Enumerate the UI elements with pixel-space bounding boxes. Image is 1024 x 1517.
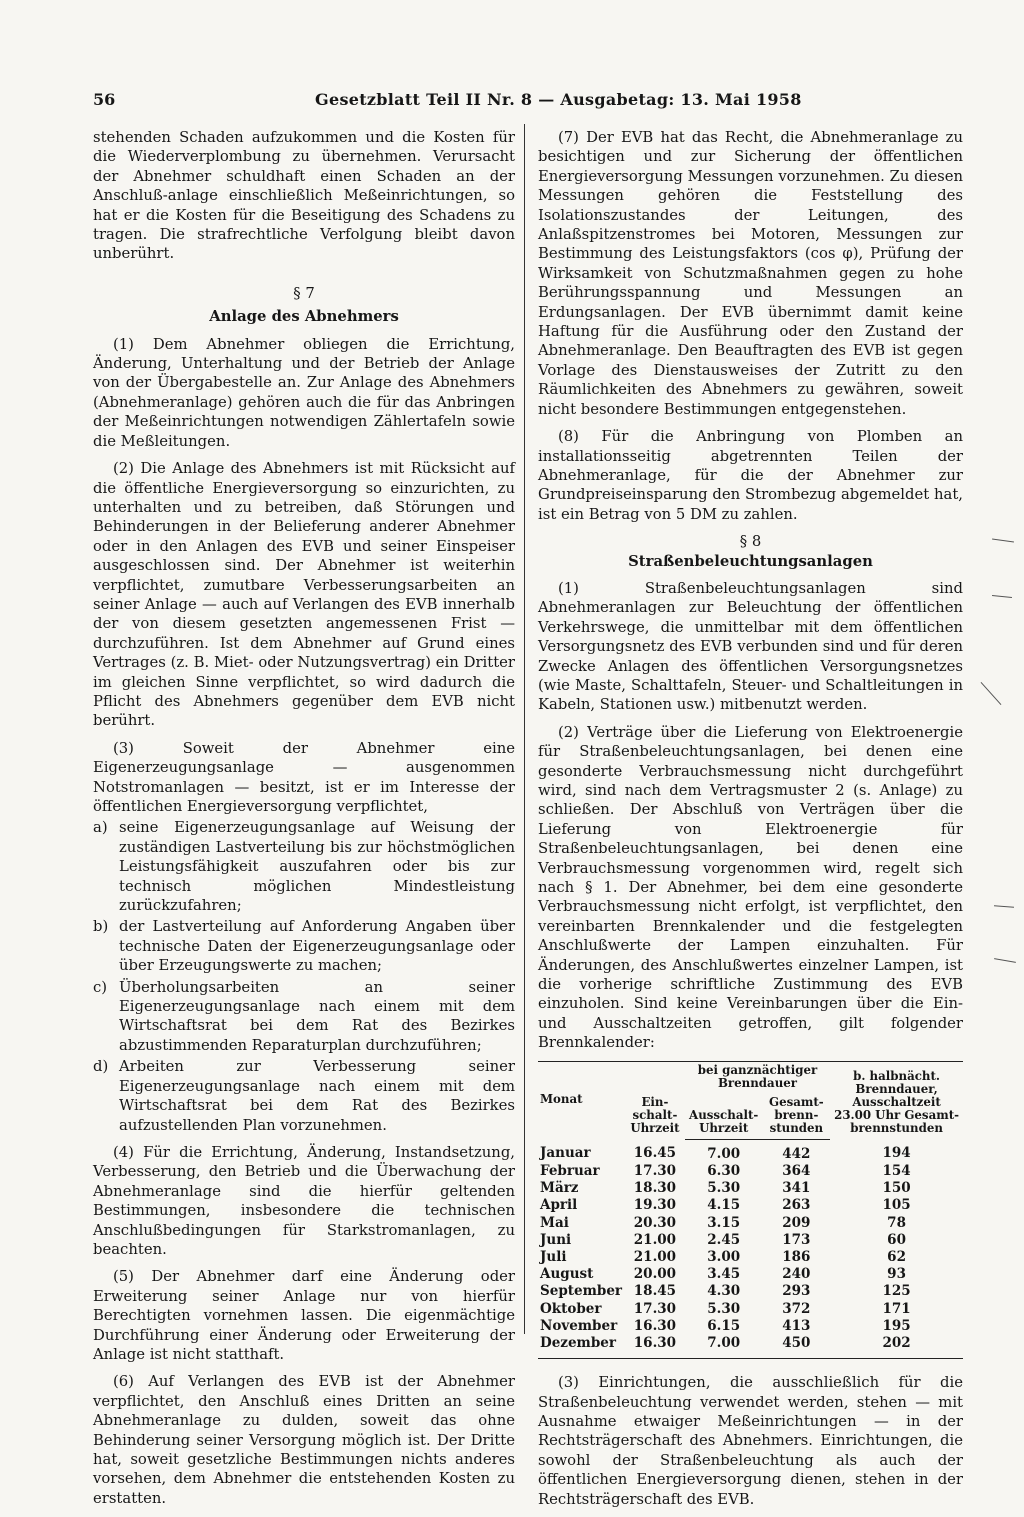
list-item <box>93 1057 515 1135</box>
cell-month: Januar <box>540 1145 591 1162</box>
cell-total-hours: 186 <box>782 1248 811 1265</box>
cell-month: Oktober <box>540 1300 602 1317</box>
cell-month: Juni <box>540 1231 572 1248</box>
cell-month: Dezember <box>538 1335 625 1359</box>
cell-month: November <box>540 1317 618 1334</box>
cell-off-time: 3.00 <box>707 1248 741 1265</box>
list-item-label: b) <box>93 918 109 936</box>
cell-on-time: 18.45 <box>633 1283 677 1300</box>
cell-on-time: 16.30 <box>633 1317 677 1334</box>
cell-off-time: 3.45 <box>707 1266 741 1283</box>
table-row <box>538 1232 963 1249</box>
cell-half-night: 154 <box>882 1162 911 1179</box>
list-item-label: d) <box>93 1058 109 1076</box>
table-row <box>538 1266 963 1283</box>
cell-off-time: 3.15 <box>707 1214 741 1231</box>
cell-off-time: 5.30 <box>707 1180 741 1197</box>
paragraph-7-5: (5) Der Abnehmer darf eine Änderung oder Erweiterung seiner Anlage nur von hierfür Berechtigten vornehmen lassen. Die eigenmächtige Durchführung einer Änderung oder Erweiterung der Anlage ist nicht statthaft. <box>93 1268 515 1363</box>
cell-on-time: 21.00 <box>633 1231 677 1248</box>
page-header <box>93 90 963 116</box>
paragraph-8-1: (1) Straßenbeleuchtungsanlagen sind Abnehmeranlagen zur Beleuchtung der öffentlichen Verkehrswege, die unmittelbar mit dem öffentlichen Versorgungsnetz des EVB verbunden sind und für deren Zwecke Anlagen des öffentlichen Versorgungsnetzes (wie Maste, Schalttafeln, Steuer- und Schaltleitungen in Kabeln, Stationen usw.) mitbenutzt werden. <box>538 579 963 714</box>
paragraph-7-3: (3) Soweit der Abnehmer eine Eigenerzeugungsanlage — ausgenommen Notstromanlagen — besitzt, ist er im Interesse der öffentlichen Energieversorgung verpflichtet, <box>93 739 515 815</box>
cell-half-night: 105 <box>882 1197 911 1214</box>
cell-total-hours: 293 <box>782 1283 811 1300</box>
cell-half-night: 93 <box>887 1266 906 1283</box>
cell-month: September <box>540 1283 623 1300</box>
cell-off-time: 7.00 <box>707 1145 741 1162</box>
cell-half-night: 202 <box>830 1335 963 1359</box>
paragraph-7-4: (4) Für die Errichtung, Änderung, Instandsetzung, Verbesserung, den Betrieb und die Überwachung der Abnehmeranlage sind die hierfür geltenden Bestimmungen, insbesondere die technischen Anschlußbedingungen für Starkstromanlagen, zu beachten. <box>93 1143 515 1258</box>
header-whole-night: bei ganznächtiger Brenndauer <box>685 1061 830 1094</box>
header-title: Gesetzblatt Teil II Nr. 8 — Ausgabetag: 13. Mai 1958 <box>315 90 802 109</box>
header-month: Monat <box>538 1061 625 1139</box>
cell-on-time: 20.00 <box>633 1266 677 1283</box>
cell-total-hours: 240 <box>782 1266 811 1283</box>
cell-total-hours: 450 <box>763 1335 831 1359</box>
list-item-text: Arbeiten zur Verbesserung seiner Eigenerzeugungsanlage nach einem mit dem Wirtschaftsrat bei dem Rat des Bezirkes aufzustellenden Plan vorzunehmen. <box>119 1058 515 1134</box>
list-item-text: seine Eigenerzeugungsanlage auf Weisung der zuständigen Lastverteilung bis zur höchstmöglichen Leistungsfähigkeit auszufahren oder bis zur technisch möglichen Mindestleistung zurückzufahren; <box>119 819 515 915</box>
list-item <box>93 818 515 915</box>
table-row <box>538 1163 963 1180</box>
table-body <box>538 1139 963 1358</box>
cell-half-night: 62 <box>887 1248 906 1265</box>
cell-half-night: 171 <box>882 1300 911 1317</box>
cell-off-time: 4.30 <box>707 1283 741 1300</box>
column-divider <box>524 124 525 1334</box>
cell-total-hours: 173 <box>782 1231 811 1248</box>
cell-on-time: 16.45 <box>633 1145 677 1162</box>
section-8-number: § 8 <box>739 533 762 551</box>
margin-mark <box>994 958 1016 963</box>
list-item-label: c) <box>93 978 108 996</box>
cell-total-hours: 413 <box>782 1317 811 1334</box>
section-7-title: Anlage des Abnehmers <box>209 308 399 326</box>
paragraph-7-1: (1) Dem Abnehmer obliegen die Errichtung, Änderung, Unterhaltung und der Betrieb der Anlage von der Übergabestelle an. Zur Anlage des Abnehmers (Abnehmeranlage) gehören auch die für das Anbringen der Meßeinrichtungen notwendigen Zählertafeln sowie die Meßleitungen. <box>93 335 515 450</box>
cell-off-time: 6.30 <box>707 1162 741 1179</box>
list-item <box>93 917 515 975</box>
header-total-hours: Gesamt-brenn-stunden <box>763 1094 831 1140</box>
cell-off-time: 5.30 <box>707 1300 741 1317</box>
cell-off-time: 2.45 <box>707 1231 741 1248</box>
table-row <box>538 1197 963 1214</box>
section-8-title: Straßenbeleuchtungsanlagen <box>628 552 873 570</box>
list-item <box>93 978 515 1056</box>
paragraph-7-8: (8) Für die Anbringung von Plomben an installationsseitig abgetrennten Teilen der Abnehmeranlage, für die der Abnehmer zur Grundpreiseinsparung den Strombezug abgemeldet hat, ist ein Betrag von 5 DM zu zahlen. <box>538 428 963 523</box>
paragraph-8-3: (3) Einrichtungen, die ausschließlich für die Straßenbeleuchtung verwendet werden, stehen — mit Ausnahme etwaiger Meßeinrichtungen — in der Rechtsträgerschaft des Abnehmers. Einrichtungen, die sowohl der Straßenbeleuchtung als auch der öffentlichen Energieversorgung dienen, stehen in der Rechtsträgerschaft des EVB. <box>538 1374 963 1508</box>
list-7-3 <box>93 818 515 1135</box>
cell-half-night: 125 <box>882 1283 911 1300</box>
paragraph-8-2: (2) Verträge über die Lieferung von Elektroenergie für Straßenbeleuchtungsanlagen, bei denen eine gesonderte Verbrauchsmessung nicht durchgeführt wird, sind nach dem Vertragsmuster 2 (s. Anlage) zu schließen. Der Abschluß von Verträgen über die Lieferung von Elektroenergie für Straßenbeleuchtungsanlagen, bei denen eine Verbrauchsmessung vorgenommen wird, regelt sich nach § 1. Der Abnehmer, bei dem eine gesonderte Verbrauchsmessung nicht erfolgt, ist verpflichtet, den vereinbarten Brennkalender und die festgelegten Anschlußwerte der Lampen einzuhalten. Für Änderungen, des Anschlußwertes einzelner Lampen, ist die vorherige schriftliche Zustimmung des EVB einzuholen. Sind keine Vereinbarungen über die Ein- und Ausschaltzeiten getroffen, gilt folgender Brennkalender: <box>538 723 963 1052</box>
cell-off-time: 6.15 <box>707 1317 741 1334</box>
cell-total-hours: 372 <box>782 1300 811 1317</box>
cell-month: Juli <box>540 1248 567 1265</box>
cell-off-time: 7.00 <box>685 1335 763 1359</box>
header-off-time: Ausschalt-Uhrzeit <box>685 1094 763 1140</box>
margin-mark <box>994 905 1014 907</box>
table-row <box>538 1283 963 1300</box>
cell-on-time: 20.30 <box>633 1214 677 1231</box>
right-column <box>538 128 963 1517</box>
page-number: 56 <box>93 90 116 109</box>
cell-total-hours: 341 <box>782 1180 811 1197</box>
list-item-text: der Lastverteilung auf Anforderung Angaben über technische Daten der Eigenerzeugungsanlage oder über Erzeugungswerte zu machen; <box>119 918 515 975</box>
cell-total-hours: 442 <box>782 1145 811 1162</box>
table-row <box>538 1249 963 1266</box>
cell-on-time: 17.30 <box>633 1300 677 1317</box>
paragraph-7-6: (6) Auf Verlangen des EVB ist der Abnehmer verpflichtet, den Anschluß eines Dritten an seine Abnehmeranlage zu dulden, soweit das ohne Behinderung seiner Versorgung möglich ist. Der Dritte hat, soweit gesetzliche Bestimmungen nichts anderes vorsehen, dem Abnehmer die entstehenden Kosten zu erstatten. <box>93 1373 515 1507</box>
margin-mark <box>992 595 1012 598</box>
cell-half-night: 194 <box>882 1145 911 1162</box>
cell-half-night: 150 <box>882 1180 911 1197</box>
cell-off-time: 4.15 <box>707 1197 741 1214</box>
margin-mark <box>981 682 1002 705</box>
cell-month: März <box>540 1180 579 1197</box>
cell-on-time: 17.30 <box>633 1162 677 1179</box>
section-7-number: § 7 <box>293 284 315 302</box>
cell-half-night: 78 <box>887 1214 906 1231</box>
list-item-text: Überholungsarbeiten an seiner Eigenerzeugungsanlage nach einem mit dem Wirtschaftsrat bei dem Rat des Bezirkes abzustimmenden Reparaturplan durchzuführen; <box>119 978 515 1054</box>
cell-half-night: 195 <box>882 1317 911 1334</box>
table-row <box>538 1139 963 1163</box>
table-row <box>538 1180 963 1197</box>
header-on-time: Ein-schalt-Uhrzeit <box>625 1061 685 1139</box>
paragraph-7-2: (2) Die Anlage des Abnehmers ist mit Rücksicht auf die öffentliche Energieversorgung so einzurichten, zu unterhalten und zu betreiben, daß Störungen und Behinderungen in der Belieferung anderer Abnehmer oder in den Anlagen des EVB und seiner Einspeiser ausgeschlossen sind. Der Abnehmer ist weiterhin verpflichtet, zumutbare Verbesserungsarbeiten an seiner Anlage — auch auf Verlangen des EVB innerhalb der von diesem gesetzten angemessenen Frist — durchzuführen. Ist dem Abnehmer auf Grund eines Vertrages (z. B. Miet- oder Nutzungsvertrag) ein Dritter im gleichen Sinne verpflichtet, so wird dadurch die Pflicht des Abnehmers gegenüber dem EVB nicht berührt. <box>93 460 515 730</box>
cell-on-time: 19.30 <box>633 1197 677 1214</box>
table-row <box>538 1318 963 1335</box>
paragraph-7-7: (7) Der EVB hat das Recht, die Abnehmeranlage zu besichtigen und zur Sicherung der öffentlichen Energieversorgung Messungen vorzunehmen. Zu diesen Messungen gehören die Feststellung des Isolationszustandes der Leitungen, des Anlaßspitzenstromes bei Motoren, Messungen zur Bestimmung des Leistungsfaktors (cos φ), Prüfung der Wirksamkeit von Schutzmaßnahmen gegen zu hohe Berührungsspannung und Messungen an Erdungsanlagen. Der EVB übernimmt damit keine Haftung für die Ausführung oder den Zustand der Abnehmeranlage. Den Beauftragten des EVB ist gegen Vorlage des Dienstausweises der Zutritt zu den Räumlichkeiten des Abnehmers zu gewähren, soweit nicht besondere Bestimmungen entgegenstehen. <box>538 129 963 418</box>
cell-month: August <box>540 1266 594 1283</box>
cell-month: Februar <box>540 1162 600 1179</box>
cell-month: Mai <box>540 1214 569 1231</box>
cell-total-hours: 209 <box>782 1214 811 1231</box>
cell-on-time: 16.30 <box>625 1335 685 1359</box>
header-half-night: b. halbnächt. Brenndauer, Ausschaltzeit 23.00 Uhr Gesamt-brennstunden <box>830 1061 963 1139</box>
table-row <box>538 1215 963 1232</box>
cell-on-time: 21.00 <box>633 1248 677 1265</box>
list-item-label: a) <box>93 819 108 837</box>
intro-paragraph: stehenden Schaden aufzukommen und die Kosten für die Wiederverplombung zu übernehmen. Verursacht der Abnehmer schuldhaft einen Schaden an der Anschluß-anlage einschließlich Meßeinrichtungen, so hat er die Kosten für die Beseitigung des Schadens zu tragen. Die strafrechtliche Verfolgung bleibt davon unberührt. <box>93 129 515 263</box>
cell-month: April <box>540 1197 578 1214</box>
cell-on-time: 18.30 <box>633 1180 677 1197</box>
margin-mark <box>992 538 1014 542</box>
brennkalender-table <box>538 1061 963 1359</box>
cell-total-hours: 364 <box>782 1162 811 1179</box>
cell-total-hours: 263 <box>782 1197 811 1214</box>
left-column <box>93 128 515 1516</box>
table-row <box>538 1301 963 1318</box>
cell-half-night: 60 <box>887 1231 906 1248</box>
table-row <box>538 1335 963 1359</box>
